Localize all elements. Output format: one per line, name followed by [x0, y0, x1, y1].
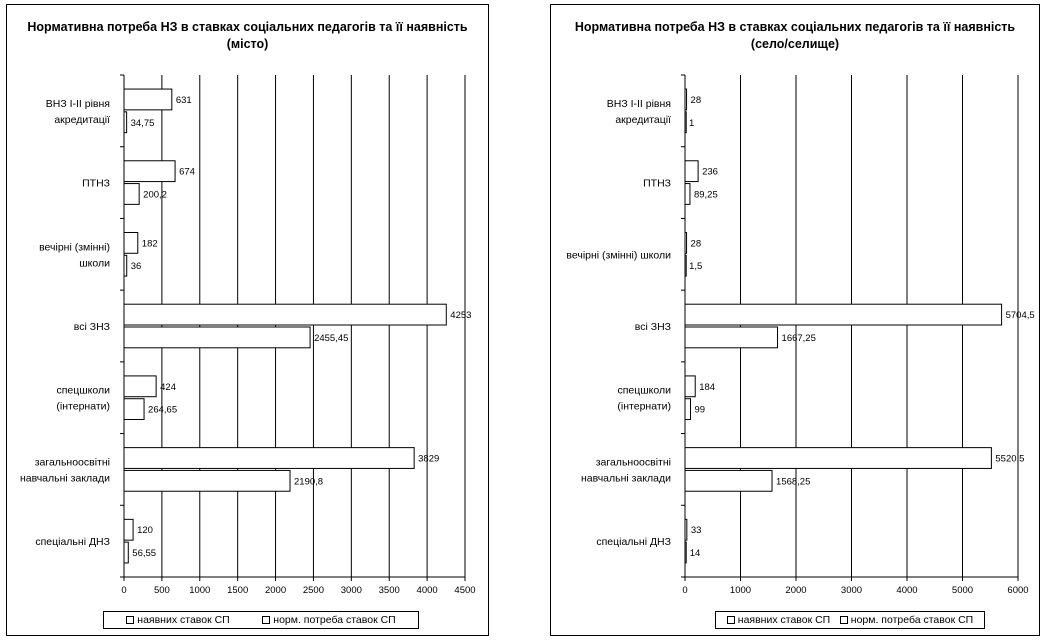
data-label: 120	[137, 525, 153, 537]
category-label: вечірні (змінні) школи	[566, 249, 671, 262]
data-label: 1568,25	[776, 476, 811, 488]
category-label: всі ЗНЗ	[634, 321, 671, 333]
category-label: загальноосвітні	[595, 456, 671, 469]
bar-norm	[685, 542, 686, 563]
data-label: 182	[141, 238, 158, 250]
category-label: школи	[79, 257, 110, 270]
data-label: 1	[689, 117, 695, 129]
x-tick-label: 1000	[729, 585, 752, 596]
x-tick-label: 0	[682, 585, 688, 596]
bar-norm	[124, 184, 139, 205]
category-label: (інтернати)	[56, 400, 110, 413]
legend-item-norm	[840, 614, 973, 626]
data-label: 99	[694, 404, 706, 416]
category-label: спеціальні ДНЗ	[596, 536, 671, 549]
category-label: ПТНЗ	[82, 177, 110, 190]
bar-norm	[685, 184, 690, 205]
category-label: вечірні (змінні)	[39, 241, 110, 254]
legend-swatch-available	[727, 616, 735, 624]
bar-available	[685, 89, 687, 110]
x-tick-label: 3500	[378, 585, 400, 596]
data-label: 1,5	[689, 261, 703, 273]
legend-item-available	[126, 614, 229, 626]
x-tick-label: 1000	[189, 585, 211, 596]
legend-city	[103, 611, 419, 629]
category-label: спецшколи	[56, 384, 110, 397]
category-label: всі ЗНЗ	[73, 321, 110, 333]
chart-title-city: Нормативна потреба НЗ в ставках соціальних педагогів та її наявність (місто)	[27, 20, 468, 51]
bar-norm	[124, 470, 290, 491]
data-label: 89,25	[693, 189, 718, 201]
data-label: 34,75	[130, 117, 155, 129]
data-label: 200,2	[143, 189, 167, 201]
category-label: ВНЗ І-ІІ рівня	[606, 97, 671, 110]
bar-available	[124, 519, 133, 540]
bar-available	[124, 161, 175, 182]
chart-panel-village	[550, 4, 1040, 636]
data-label: 5704,5	[1005, 310, 1035, 322]
bar-available	[124, 304, 446, 325]
x-tick-label: 3000	[340, 585, 362, 596]
legend-item-available	[727, 614, 830, 626]
data-label: 56,55	[132, 548, 157, 560]
data-label: 3829	[418, 453, 440, 465]
category-label: загальноосвітні	[34, 456, 110, 469]
data-label: 33	[690, 525, 702, 537]
category-label: спецшколи	[617, 384, 671, 397]
data-label: 674	[179, 166, 195, 178]
data-label: 36	[130, 261, 142, 273]
bar-available	[124, 448, 414, 469]
legend-swatch-norm	[262, 616, 270, 624]
chart-title-village: Нормативна потреба НЗ в ставках соціальних педагогів та її наявність (село/селище)	[574, 20, 1016, 51]
bar-available	[685, 448, 991, 469]
bar-norm	[124, 112, 127, 133]
data-label: 28	[690, 94, 702, 106]
legend-swatch-available	[126, 616, 134, 624]
data-label: 14	[689, 548, 701, 560]
x-tick-label: 1500	[227, 585, 249, 596]
x-tick-label: 2000	[264, 585, 287, 596]
category-label: акредитації	[615, 113, 671, 126]
x-tick-label: 5000	[951, 585, 974, 596]
category-label: спеціальні ДНЗ	[35, 536, 110, 549]
data-label: 2190,8	[294, 476, 324, 488]
bar-available	[685, 161, 698, 182]
bar-norm	[124, 327, 310, 348]
bar-available	[685, 519, 687, 540]
bar-available	[685, 304, 1002, 325]
bar-available	[124, 232, 138, 253]
category-label: (інтернати)	[617, 400, 671, 413]
data-label: 184	[699, 381, 716, 393]
chart-village	[551, 5, 1041, 637]
x-tick-label: 4000	[896, 585, 918, 596]
x-tick-label: 4000	[416, 585, 438, 596]
bar-available	[685, 232, 687, 253]
bar-norm	[124, 542, 128, 563]
legend-label-norm: норм. потреба ставок СП	[850, 614, 974, 626]
x-tick-label: 4500	[454, 585, 476, 596]
data-label: 236	[702, 166, 718, 178]
x-tick-label: 6000	[1007, 585, 1029, 596]
bar-available	[124, 89, 172, 110]
bar-norm	[124, 399, 144, 420]
chart-city	[7, 5, 490, 637]
legend-label-norm: норм. потреба ставок СП	[273, 614, 396, 626]
legend-village	[715, 611, 985, 629]
bar-norm	[685, 327, 778, 348]
x-tick-label: 2000	[785, 585, 807, 596]
data-label: 2455,45	[314, 332, 349, 344]
data-label: 1667,25	[781, 332, 816, 344]
category-label: ПТНЗ	[643, 177, 671, 190]
data-label: 5520,5	[995, 453, 1025, 465]
category-label: навчальні заклади	[19, 472, 110, 485]
legend-label-available: наявних ставок СП	[137, 614, 230, 626]
x-tick-label: 500	[153, 585, 170, 596]
data-label: 424	[160, 381, 176, 393]
bar-norm	[685, 112, 686, 133]
legend-item-norm	[262, 614, 395, 626]
chart-panel-city	[6, 4, 489, 636]
x-tick-label: 3000	[840, 585, 863, 596]
category-label: ВНЗ І-ІІ рівня	[45, 97, 110, 110]
bar-norm	[685, 255, 686, 276]
legend-label-available: наявних ставок СП	[737, 614, 831, 626]
category-label: навчальні заклади	[580, 472, 671, 485]
legend-swatch-norm	[840, 616, 848, 624]
bar-norm	[685, 399, 690, 420]
category-label: акредитації	[54, 113, 110, 126]
data-label: 631	[175, 94, 192, 106]
bar-available	[124, 376, 156, 397]
data-label: 4253	[450, 310, 472, 322]
x-tick-label: 2500	[302, 585, 325, 596]
data-label: 28	[690, 238, 702, 250]
bar-norm	[685, 470, 772, 491]
bar-available	[685, 376, 695, 397]
bar-norm	[124, 255, 127, 276]
x-tick-label: 0	[121, 585, 127, 596]
data-label: 264,65	[148, 404, 178, 416]
